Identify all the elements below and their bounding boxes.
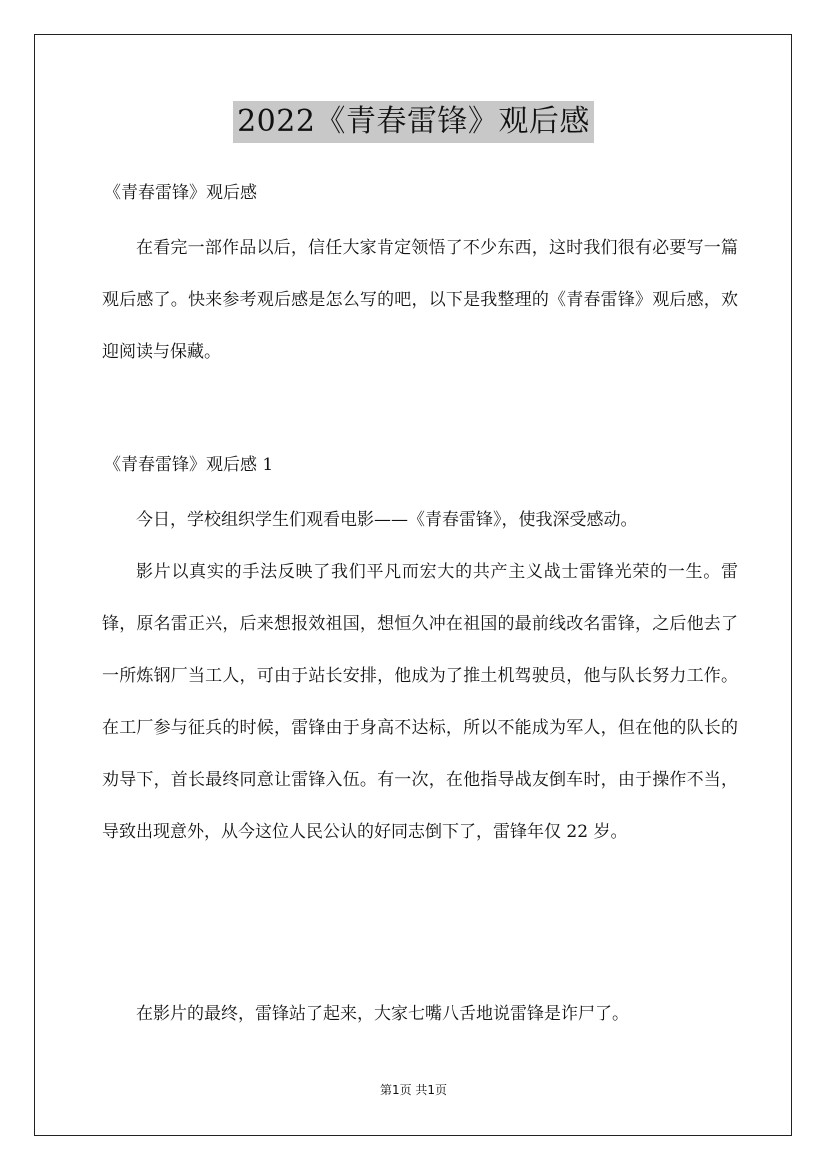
intro-paragraph: 在看完一部作品以后，信任大家肯定领悟了不少东西，这时我们很有必要写一篇观后感了。快来参考观后感是怎么写的吧，以下是我整理的《青春雷锋》观后感，欢迎阅读与保藏。	[102, 238, 738, 362]
body-paragraph-1: 今日，学校组织学生们观看电影——《青春雷锋》，使我深受感动。	[136, 510, 638, 530]
page-footer: 第1页 共1页	[379, 1083, 448, 1097]
title-container	[0, 101, 827, 143]
body-paragraph-3: 在影片的最终，雷锋站了起来，大家七嘴八舌地说雷锋是诈尸了。	[136, 1004, 629, 1024]
document-title: 2022《青春雷锋》观后感	[233, 101, 594, 143]
section-title: 《青春雷锋》观后感 1	[104, 455, 274, 475]
body-paragraph-2: 影片以真实的手法反映了我们平凡而宏大的共产主义战士雷锋光荣的一生。雷锋，原名雷正兴，后来想报效祖国，想恒久冲在祖国的最前线改名雷锋，之后他去了一所炼钢厂当工人，可由于站长安排，他成为了推土机驾驶员，他与队长努力工作。在工厂参与征兵的时候，雷锋由于身高不达标，所以不能成为军人，但在他的队长的劝导下，首长最终同意让雷锋入伍。有一次，在他指导战友倒车时，由于操作不当，导致出现意外，从今这位人民公认的好同志倒下了，雷锋年仅 22 岁。	[102, 562, 738, 842]
document-subtitle: 《青春雷锋》观后感	[104, 183, 257, 203]
